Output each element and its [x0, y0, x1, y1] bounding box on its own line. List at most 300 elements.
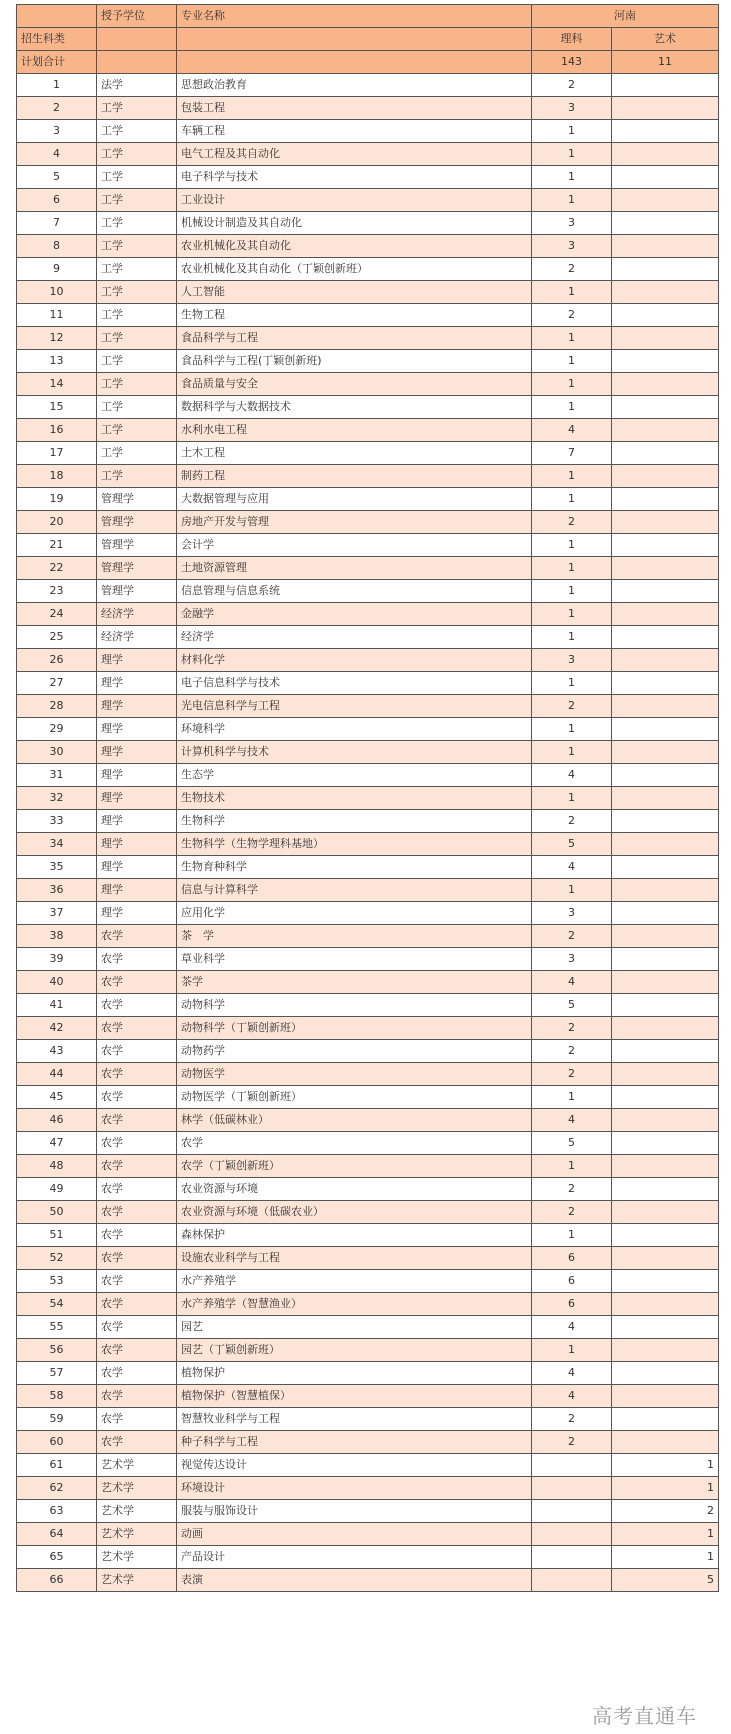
degree-cell: 工学: [97, 212, 177, 235]
table-row: [17, 649, 719, 672]
major-name-cell: 茶学: [177, 971, 532, 994]
row-number: 39: [17, 948, 97, 971]
major-name-cell: 农学: [177, 1132, 532, 1155]
science-count-cell: 3: [532, 948, 612, 971]
degree-cell: 工学: [97, 419, 177, 442]
table-row: [17, 1431, 719, 1454]
major-name-cell: 生物育种科学: [177, 856, 532, 879]
degree-cell: 工学: [97, 327, 177, 350]
degree-cell: 经济学: [97, 603, 177, 626]
science-count-cell: 1: [532, 787, 612, 810]
row-number: 12: [17, 327, 97, 350]
major-name-cell: 设施农业科学与工程: [177, 1247, 532, 1270]
science-count-cell: [532, 1500, 612, 1523]
degree-cell: 艺术学: [97, 1500, 177, 1523]
art-count-cell: [612, 120, 719, 143]
row-number: 58: [17, 1385, 97, 1408]
degree-cell: 农学: [97, 1109, 177, 1132]
science-count-cell: 4: [532, 856, 612, 879]
header-row-1: [17, 5, 719, 28]
table-row: [17, 948, 719, 971]
major-name-cell: 环境设计: [177, 1477, 532, 1500]
art-count-cell: 5: [612, 1569, 719, 1592]
row-number: 38: [17, 925, 97, 948]
art-count-cell: [612, 235, 719, 258]
degree-cell: 农学: [97, 971, 177, 994]
major-name-cell: 农业资源与环境（低碳农业）: [177, 1201, 532, 1224]
degree-cell: 理学: [97, 718, 177, 741]
art-count-cell: [612, 1270, 719, 1293]
major-name-cell: 计算机科学与技术: [177, 741, 532, 764]
art-count-cell: [612, 511, 719, 534]
art-count-cell: [612, 672, 719, 695]
table-row: [17, 350, 719, 373]
row-number: 23: [17, 580, 97, 603]
table-row: [17, 1270, 719, 1293]
row-number: 2: [17, 97, 97, 120]
row-number: 56: [17, 1339, 97, 1362]
science-count-cell: 1: [532, 373, 612, 396]
art-count-cell: [612, 465, 719, 488]
table-row: [17, 718, 719, 741]
art-count-cell: [612, 143, 719, 166]
major-column-header: 专业名称: [177, 5, 532, 28]
art-count-cell: [612, 603, 719, 626]
science-count-cell: 1: [532, 672, 612, 695]
degree-cell: 艺术学: [97, 1477, 177, 1500]
major-name-cell: 生物科学: [177, 810, 532, 833]
table-row: [17, 695, 719, 718]
major-name-cell: 种子科学与工程: [177, 1431, 532, 1454]
row-number: 65: [17, 1546, 97, 1569]
table-row: [17, 1201, 719, 1224]
table-row: [17, 787, 719, 810]
art-count-cell: 1: [612, 1454, 719, 1477]
row-number: 3: [17, 120, 97, 143]
table-row: [17, 1040, 719, 1063]
row-number: 64: [17, 1523, 97, 1546]
major-name-cell: 视觉传达设计: [177, 1454, 532, 1477]
degree-cell: 理学: [97, 810, 177, 833]
degree-cell: 工学: [97, 258, 177, 281]
table-row: [17, 1362, 719, 1385]
art-count-cell: [612, 1086, 719, 1109]
table-row: [17, 212, 719, 235]
degree-cell: 工学: [97, 235, 177, 258]
major-name-cell: 食品科学与工程: [177, 327, 532, 350]
degree-cell: 农学: [97, 1040, 177, 1063]
degree-cell: 理学: [97, 649, 177, 672]
art-count-cell: [612, 419, 719, 442]
major-name-cell: 森林保护: [177, 1224, 532, 1247]
art-count-cell: [612, 1385, 719, 1408]
table-row: [17, 557, 719, 580]
table-row: [17, 971, 719, 994]
table-row: [17, 1017, 719, 1040]
science-count-cell: 1: [532, 603, 612, 626]
row-number: 66: [17, 1569, 97, 1592]
major-name-cell: 土地资源管理: [177, 557, 532, 580]
major-name-cell: 水产养殖学（智慧渔业）: [177, 1293, 532, 1316]
major-name-cell: 产品设计: [177, 1546, 532, 1569]
category-label: 招生科类: [17, 28, 97, 51]
degree-cell: 理学: [97, 787, 177, 810]
art-count-cell: [612, 74, 719, 97]
degree-cell: 工学: [97, 304, 177, 327]
art-count-cell: [612, 810, 719, 833]
table-row: [17, 442, 719, 465]
table-row: [17, 879, 719, 902]
row-number: 7: [17, 212, 97, 235]
degree-cell: 农学: [97, 1086, 177, 1109]
science-count-cell: 2: [532, 1017, 612, 1040]
row-number: 61: [17, 1454, 97, 1477]
degree-cell: 管理学: [97, 557, 177, 580]
watermark-text: 高考直通车: [592, 1704, 697, 1728]
degree-cell: 艺术学: [97, 1523, 177, 1546]
art-count-cell: [612, 994, 719, 1017]
table-row: [17, 1523, 719, 1546]
table-row: [17, 281, 719, 304]
major-name-cell: 工业设计: [177, 189, 532, 212]
major-name-cell: 生物工程: [177, 304, 532, 327]
degree-cell: 工学: [97, 373, 177, 396]
major-name-cell: 林学（低碳林业）: [177, 1109, 532, 1132]
degree-cell: 管理学: [97, 580, 177, 603]
science-count-cell: 2: [532, 304, 612, 327]
art-count-cell: [612, 258, 719, 281]
major-name-cell: 水产养殖学: [177, 1270, 532, 1293]
science-count-cell: 1: [532, 281, 612, 304]
row-number: 47: [17, 1132, 97, 1155]
table-row: [17, 1477, 719, 1500]
science-count-cell: 1: [532, 1155, 612, 1178]
total-art: 11: [612, 51, 719, 74]
science-count-cell: 1: [532, 465, 612, 488]
art-count-cell: [612, 649, 719, 672]
major-name-cell: 光电信息科学与工程: [177, 695, 532, 718]
art-count-cell: [612, 718, 719, 741]
science-count-cell: 3: [532, 649, 612, 672]
major-name-cell: 食品质量与安全: [177, 373, 532, 396]
major-name-cell: 智慧牧业科学与工程: [177, 1408, 532, 1431]
art-count-cell: 1: [612, 1546, 719, 1569]
degree-cell: 农学: [97, 1063, 177, 1086]
art-count-cell: [612, 1339, 719, 1362]
table-row: [17, 1155, 719, 1178]
degree-cell: 工学: [97, 97, 177, 120]
table-row: [17, 120, 719, 143]
blank-header-cell: [97, 28, 177, 51]
art-count-cell: [612, 879, 719, 902]
major-name-cell: 数据科学与大数据技术: [177, 396, 532, 419]
row-number: 19: [17, 488, 97, 511]
header-row-2: [17, 28, 719, 51]
table-row: [17, 1569, 719, 1592]
major-name-cell: 食品科学与工程(丁颖创新班): [177, 350, 532, 373]
major-name-cell: 水利水电工程: [177, 419, 532, 442]
table-row: [17, 1408, 719, 1431]
major-name-cell: 动物医学: [177, 1063, 532, 1086]
art-count-cell: [612, 1178, 719, 1201]
major-name-cell: 茶 学: [177, 925, 532, 948]
major-name-cell: 园艺: [177, 1316, 532, 1339]
degree-column-header: 授予学位: [97, 5, 177, 28]
table-row: [17, 833, 719, 856]
major-name-cell: 动物科学: [177, 994, 532, 1017]
row-number: 33: [17, 810, 97, 833]
row-number: 40: [17, 971, 97, 994]
table-row: [17, 465, 719, 488]
art-count-cell: [612, 396, 719, 419]
row-number: 60: [17, 1431, 97, 1454]
major-name-cell: 动画: [177, 1523, 532, 1546]
degree-cell: 农学: [97, 1178, 177, 1201]
science-count-cell: 4: [532, 419, 612, 442]
science-count-cell: 3: [532, 902, 612, 925]
art-count-cell: [612, 97, 719, 120]
art-count-cell: [612, 281, 719, 304]
degree-cell: 理学: [97, 764, 177, 787]
table-row: [17, 764, 719, 787]
science-count-cell: 5: [532, 833, 612, 856]
major-name-cell: 大数据管理与应用: [177, 488, 532, 511]
table-row: [17, 534, 719, 557]
major-name-cell: 材料化学: [177, 649, 532, 672]
art-count-cell: [612, 350, 719, 373]
art-count-cell: [612, 1293, 719, 1316]
art-count-cell: [612, 1109, 719, 1132]
table-row: [17, 810, 719, 833]
science-column-header: 理科: [532, 28, 612, 51]
science-count-cell: 2: [532, 695, 612, 718]
major-name-cell: 电子科学与技术: [177, 166, 532, 189]
science-count-cell: [532, 1569, 612, 1592]
blank-header-cell: [177, 51, 532, 74]
major-name-cell: 生物技术: [177, 787, 532, 810]
table-row: [17, 419, 719, 442]
row-number: 8: [17, 235, 97, 258]
row-number: 20: [17, 511, 97, 534]
degree-cell: 农学: [97, 1224, 177, 1247]
art-count-cell: [612, 1155, 719, 1178]
table-row: [17, 672, 719, 695]
major-name-cell: 机械设计制造及其自动化: [177, 212, 532, 235]
total-label: 计划合计: [17, 51, 97, 74]
major-name-cell: 农业机械化及其自动化: [177, 235, 532, 258]
major-name-cell: 植物保护（智慧植保）: [177, 1385, 532, 1408]
degree-cell: 农学: [97, 1385, 177, 1408]
row-number: 57: [17, 1362, 97, 1385]
degree-cell: 管理学: [97, 511, 177, 534]
major-name-cell: 表演: [177, 1569, 532, 1592]
art-count-cell: [612, 1247, 719, 1270]
science-count-cell: 1: [532, 189, 612, 212]
table-row: [17, 856, 719, 879]
degree-cell: 工学: [97, 465, 177, 488]
major-name-cell: 思想政治教育: [177, 74, 532, 97]
table-row: [17, 488, 719, 511]
degree-cell: 工学: [97, 189, 177, 212]
art-count-cell: [612, 741, 719, 764]
degree-cell: 农学: [97, 1316, 177, 1339]
row-number: 10: [17, 281, 97, 304]
row-number: 59: [17, 1408, 97, 1431]
row-number: 51: [17, 1224, 97, 1247]
row-number: 26: [17, 649, 97, 672]
row-number: 11: [17, 304, 97, 327]
row-number: 48: [17, 1155, 97, 1178]
science-count-cell: 1: [532, 488, 612, 511]
row-number: 9: [17, 258, 97, 281]
art-count-cell: [612, 189, 719, 212]
science-count-cell: 6: [532, 1293, 612, 1316]
degree-cell: 农学: [97, 1293, 177, 1316]
row-number: 53: [17, 1270, 97, 1293]
table-row: [17, 741, 719, 764]
science-count-cell: 2: [532, 1201, 612, 1224]
row-number: 62: [17, 1477, 97, 1500]
table-row: [17, 511, 719, 534]
degree-cell: 农学: [97, 948, 177, 971]
major-name-cell: 园艺（丁颖创新班）: [177, 1339, 532, 1362]
table-row: [17, 304, 719, 327]
degree-cell: 法学: [97, 74, 177, 97]
major-name-cell: 生态学: [177, 764, 532, 787]
art-count-cell: [612, 764, 719, 787]
science-count-cell: 4: [532, 764, 612, 787]
art-count-cell: [612, 971, 719, 994]
art-count-cell: [612, 166, 719, 189]
degree-cell: 农学: [97, 1339, 177, 1362]
degree-cell: 农学: [97, 1201, 177, 1224]
art-count-cell: [612, 1408, 719, 1431]
art-count-cell: [612, 1224, 719, 1247]
table-row: [17, 1316, 719, 1339]
science-count-cell: 3: [532, 97, 612, 120]
row-number: 52: [17, 1247, 97, 1270]
major-name-cell: 会计学: [177, 534, 532, 557]
degree-cell: 艺术学: [97, 1454, 177, 1477]
row-number: 63: [17, 1500, 97, 1523]
row-number: 37: [17, 902, 97, 925]
science-count-cell: 1: [532, 557, 612, 580]
major-name-cell: 生物科学（生物学理科基地）: [177, 833, 532, 856]
major-name-cell: 动物药学: [177, 1040, 532, 1063]
table-row: [17, 1339, 719, 1362]
science-count-cell: 1: [532, 327, 612, 350]
art-count-cell: [612, 1017, 719, 1040]
table-row: [17, 1178, 719, 1201]
table-row: [17, 626, 719, 649]
row-number: 15: [17, 396, 97, 419]
science-count-cell: 1: [532, 580, 612, 603]
science-count-cell: 2: [532, 511, 612, 534]
art-count-cell: [612, 1431, 719, 1454]
degree-cell: 农学: [97, 1017, 177, 1040]
degree-cell: 工学: [97, 281, 177, 304]
major-name-cell: 草业科学: [177, 948, 532, 971]
art-count-cell: [612, 948, 719, 971]
degree-cell: 工学: [97, 120, 177, 143]
row-number: 6: [17, 189, 97, 212]
row-number: 29: [17, 718, 97, 741]
art-count-cell: [612, 327, 719, 350]
degree-cell: 理学: [97, 833, 177, 856]
degree-cell: 理学: [97, 695, 177, 718]
degree-cell: 理学: [97, 856, 177, 879]
row-number: 22: [17, 557, 97, 580]
science-count-cell: 1: [532, 718, 612, 741]
row-number: 28: [17, 695, 97, 718]
table-row: [17, 1063, 719, 1086]
table-row: [17, 603, 719, 626]
science-count-cell: 1: [532, 626, 612, 649]
science-count-cell: 3: [532, 235, 612, 258]
degree-cell: 农学: [97, 925, 177, 948]
blank-header-cell: [177, 28, 532, 51]
art-count-cell: [612, 534, 719, 557]
art-count-cell: [612, 925, 719, 948]
total-science: 143: [532, 51, 612, 74]
table-row: [17, 373, 719, 396]
row-number: 45: [17, 1086, 97, 1109]
science-count-cell: 5: [532, 994, 612, 1017]
science-count-cell: [532, 1523, 612, 1546]
row-number: 55: [17, 1316, 97, 1339]
major-name-cell: 房地产开发与管理: [177, 511, 532, 534]
row-number: 27: [17, 672, 97, 695]
row-number: 43: [17, 1040, 97, 1063]
science-count-cell: 7: [532, 442, 612, 465]
degree-cell: 理学: [97, 741, 177, 764]
science-count-cell: 3: [532, 212, 612, 235]
science-count-cell: 2: [532, 1408, 612, 1431]
row-number: 50: [17, 1201, 97, 1224]
science-count-cell: 1: [532, 1086, 612, 1109]
degree-cell: 工学: [97, 143, 177, 166]
science-count-cell: 1: [532, 120, 612, 143]
art-count-cell: [612, 1201, 719, 1224]
table-row: [17, 994, 719, 1017]
art-count-cell: 2: [612, 1500, 719, 1523]
science-count-cell: 5: [532, 1132, 612, 1155]
degree-cell: 工学: [97, 350, 177, 373]
science-count-cell: 1: [532, 396, 612, 419]
row-number: 41: [17, 994, 97, 1017]
table-row: [17, 580, 719, 603]
degree-cell: 理学: [97, 879, 177, 902]
science-count-cell: 4: [532, 971, 612, 994]
major-name-cell: 信息与计算科学: [177, 879, 532, 902]
art-count-cell: [612, 488, 719, 511]
science-count-cell: 1: [532, 741, 612, 764]
science-count-cell: 2: [532, 810, 612, 833]
degree-cell: 农学: [97, 1270, 177, 1293]
major-name-cell: 环境科学: [177, 718, 532, 741]
degree-cell: 农学: [97, 1155, 177, 1178]
degree-cell: 农学: [97, 1431, 177, 1454]
science-count-cell: 1: [532, 879, 612, 902]
art-count-cell: [612, 1362, 719, 1385]
science-count-cell: 2: [532, 1063, 612, 1086]
science-count-cell: [532, 1477, 612, 1500]
art-count-cell: [612, 833, 719, 856]
row-number: 36: [17, 879, 97, 902]
degree-cell: 工学: [97, 442, 177, 465]
degree-cell: 管理学: [97, 534, 177, 557]
major-name-cell: 动物科学（丁颖创新班）: [177, 1017, 532, 1040]
